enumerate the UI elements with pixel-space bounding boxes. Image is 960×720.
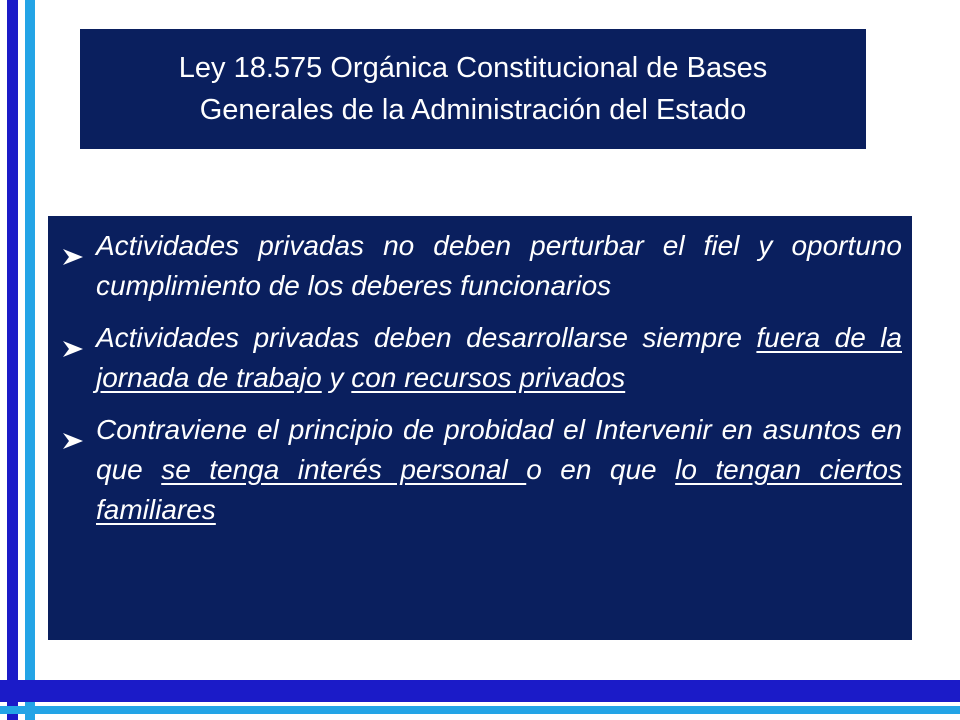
bullet-text: y: [321, 362, 352, 393]
slide-title: Ley 18.575 Orgánica Constitucional de Bases Generales de la Administración del Estado: [178, 52, 768, 126]
bullet-text: Actividades privadas deben desarrollarse siempre: [96, 322, 757, 353]
arrow-bullet-icon: [62, 329, 84, 347]
horizontal-accent-bar-light: [0, 706, 960, 714]
bullet-item: [60, 410, 902, 530]
vertical-accent-bar-light: [25, 0, 35, 720]
content-box: [48, 216, 912, 640]
arrow-bullet-icon: [62, 421, 84, 439]
bullet-text-underlined: fuera de la jornada de trabajo: [96, 322, 902, 393]
bullet-text-underlined: con recursos privados: [351, 362, 626, 393]
vertical-accent-bar-dark: [7, 0, 18, 720]
title-box: [80, 29, 866, 149]
bullet-text: o en que: [526, 454, 676, 485]
bullet-text-underlined: lo tengan ciertos familiares: [96, 454, 902, 525]
bullet-item: [60, 226, 902, 306]
bullet-text-underlined: se tenga interés personal: [161, 454, 527, 485]
bullet-item: [60, 318, 902, 398]
arrow-bullet-icon: [62, 237, 84, 255]
bullet-text: Contraviene el principio de probidad el Intervenir en asuntos en que: [96, 414, 902, 485]
horizontal-accent-bar-dark: [0, 680, 960, 702]
bullet-text: Actividades privadas no deben perturbar el fiel y oportuno cumplimiento de los deberes funcionarios: [96, 230, 902, 301]
